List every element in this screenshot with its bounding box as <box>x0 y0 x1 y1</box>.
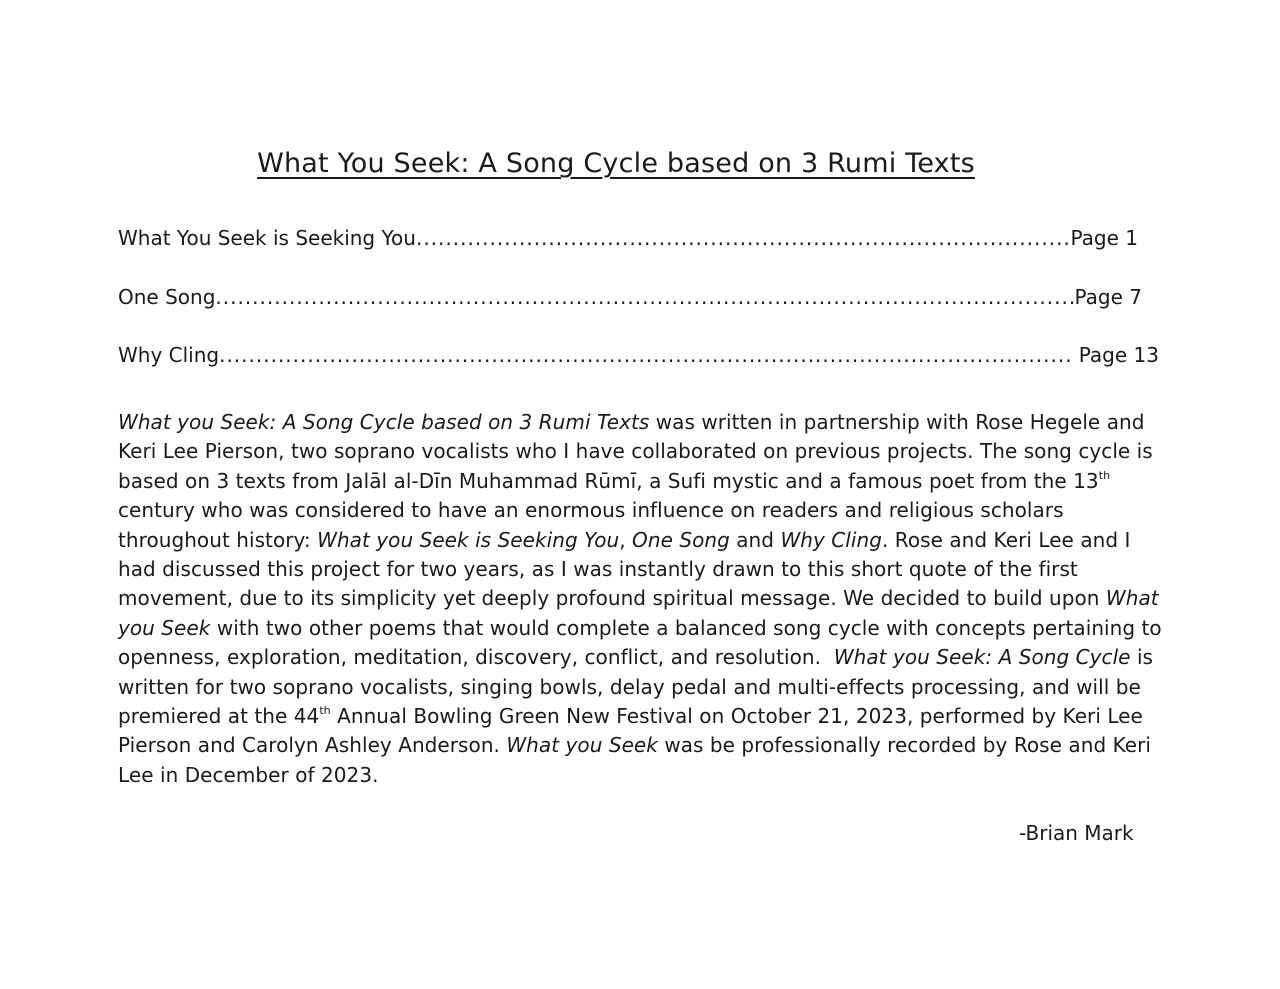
work-title-italic: What you Seek: A Song Cycle based on 3 Rumi Texts <box>118 410 650 434</box>
author-signature: -Brian Mark <box>1019 821 1134 845</box>
toc-entry <box>118 283 1142 311</box>
toc-entry <box>118 341 1159 369</box>
body-text: . Rose and Keri Lee and I had discussed this project for two years, as I was instantly drawn to this short quote of the first movement, due to its simplicity yet deeply profound spiritual message. We decided to build upon <box>118 527 1131 611</box>
body-text: , <box>619 527 633 552</box>
body-text: and <box>729 527 781 552</box>
toc-entry <box>118 224 1138 252</box>
toc-entry-page: Page 1 <box>1070 226 1138 250</box>
toc-entry-label: What You Seek is Seeking You <box>118 226 416 250</box>
body-text: is written for two soprano vocalists, singing bowls, delay pedal and multi-effects processing, and will be premiered at the 44 <box>118 645 1154 729</box>
work-title-italic: What you Seek <box>118 586 1159 640</box>
work-title-italic: Why Cling <box>780 527 882 552</box>
body-text: with two other poems that would complete a balanced song cycle with concepts pertaining to openness, exploration, meditation, discovery, conflict, and resolution. <box>118 615 1169 670</box>
ordinal-suffix: th <box>1098 468 1111 482</box>
work-title-italic: What you Seek: A Song Cycle <box>833 645 1131 670</box>
body-text: century who was considered to have an enormous influence on readers and religious scholars throughout history: <box>118 498 1064 552</box>
body-text: Annual Bowling Green New Festival on October 21, 2023, performed by Keri Lee Pierson and Carolyn Ashley Anderson. <box>118 704 1143 758</box>
toc-leader-dots <box>219 341 1072 369</box>
body-text: was be professionally recorded by Rose and Keri Lee in December of 2023. <box>118 733 1151 787</box>
work-title-italic: What you Seek <box>506 733 658 758</box>
work-title-italic: What you Seek is Seeking You <box>317 527 620 552</box>
toc-entry-page: Page 13 <box>1072 343 1159 367</box>
toc-entry-label: One Song <box>118 285 216 309</box>
program-note <box>118 408 1173 790</box>
page-title: What You Seek: A Song Cycle based on 3 Rumi Texts <box>257 148 975 179</box>
work-title-italic: One Song <box>632 527 730 552</box>
toc-leader-dots <box>416 224 1071 252</box>
toc-leader-dots <box>215 283 1074 311</box>
ordinal-suffix: th <box>319 704 331 718</box>
body-text: was written in partnership with Rose Hegele and Keri Lee Pierson, two soprano vocalists who I have collaborated on previous projects. The song cycle is based on 3 texts from Jalāl al-Dīn Muhammad Rūmī, a Sufi mystic and a famous poet from the 13 <box>118 410 1153 493</box>
toc-entry-label: Why Cling <box>118 343 220 367</box>
toc-entry-page: Page 7 <box>1074 285 1142 309</box>
